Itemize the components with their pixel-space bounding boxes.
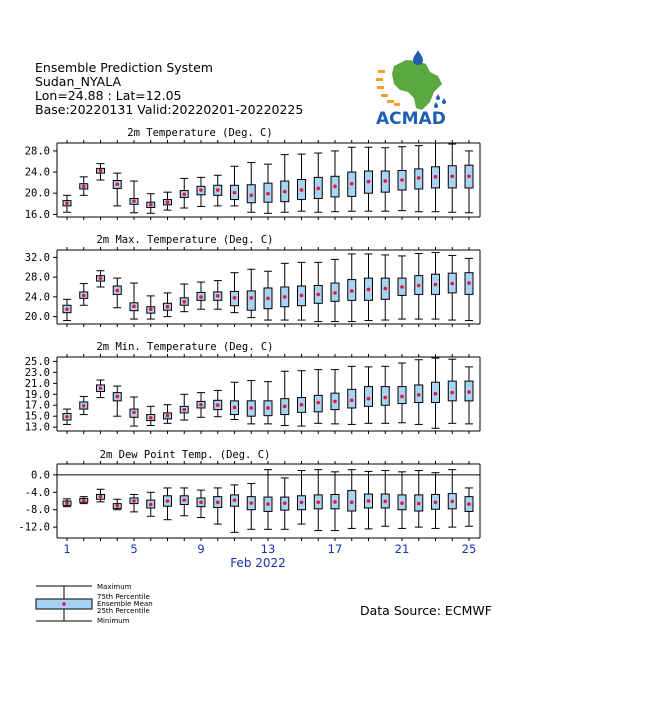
legend-p25: 25th Percentile <box>97 607 150 615</box>
y-tick-label: 21.0 <box>24 377 50 390</box>
y-tick-label: 20.0 <box>24 311 50 324</box>
x-axis-label: Feb 2022 <box>230 556 286 570</box>
y-tick-label: 32.0 <box>24 251 50 264</box>
x-tick-label: 25 <box>461 542 477 556</box>
header-coordinates: Lon=24.88 : Lat=12.05 <box>35 88 182 103</box>
y-tick-label: 28.0 <box>24 145 50 158</box>
y-tick-label: -8.0 <box>24 504 50 517</box>
y-tick-label: 15.0 <box>24 410 50 423</box>
y-tick-label: 20.0 <box>24 187 50 200</box>
panel-title: 2m Max. Temperature (Deg. C) <box>96 234 274 246</box>
y-tick-label: 19.0 <box>24 388 50 401</box>
y-tick-label: 28.0 <box>24 271 50 284</box>
panel-title: 2m Dew Point Temp. (Deg. C) <box>99 449 271 461</box>
x-tick-label: 17 <box>327 542 343 556</box>
y-tick-label: 23.0 <box>24 366 50 379</box>
y-tick-label: 24.0 <box>24 166 50 179</box>
panel-title: 2m Min. Temperature (Deg. C) <box>96 341 274 353</box>
y-tick-label: -4.0 <box>24 486 50 499</box>
y-tick-label: 24.0 <box>24 291 50 304</box>
header-line-1: Ensemble Prediction System <box>35 60 213 75</box>
x-tick-label: 21 <box>394 542 410 556</box>
header-base-valid: Base:20220131 Valid:20220201-20220225 <box>35 102 304 117</box>
y-tick-label: 25.0 <box>24 355 50 368</box>
x-tick-label: 1 <box>63 542 71 556</box>
x-tick-label: 9 <box>197 542 205 556</box>
legend-maximum: Maximum <box>97 583 132 591</box>
legend-mean-dot <box>62 602 66 606</box>
data-source: Data Source: ECMWF <box>360 603 492 618</box>
y-tick-label: 16.0 <box>24 208 50 221</box>
y-tick-label: 17.0 <box>24 399 50 412</box>
legend-p75: 75th Percentile <box>97 593 150 601</box>
y-tick-label: 0.0 <box>31 469 50 482</box>
y-tick-label: 13.0 <box>24 421 50 434</box>
x-tick-label: 13 <box>260 542 276 556</box>
logo-text: ACMAD <box>376 109 446 128</box>
legend-mean: Ensemble Mean <box>97 600 153 608</box>
y-tick-label: -12.0 <box>18 521 50 534</box>
legend-minimum: Minimum <box>97 617 130 625</box>
x-tick-label: 5 <box>130 542 138 556</box>
panel-title: 2m Temperature (Deg. C) <box>127 127 273 139</box>
header-station: Sudan_NYALA <box>35 74 121 89</box>
